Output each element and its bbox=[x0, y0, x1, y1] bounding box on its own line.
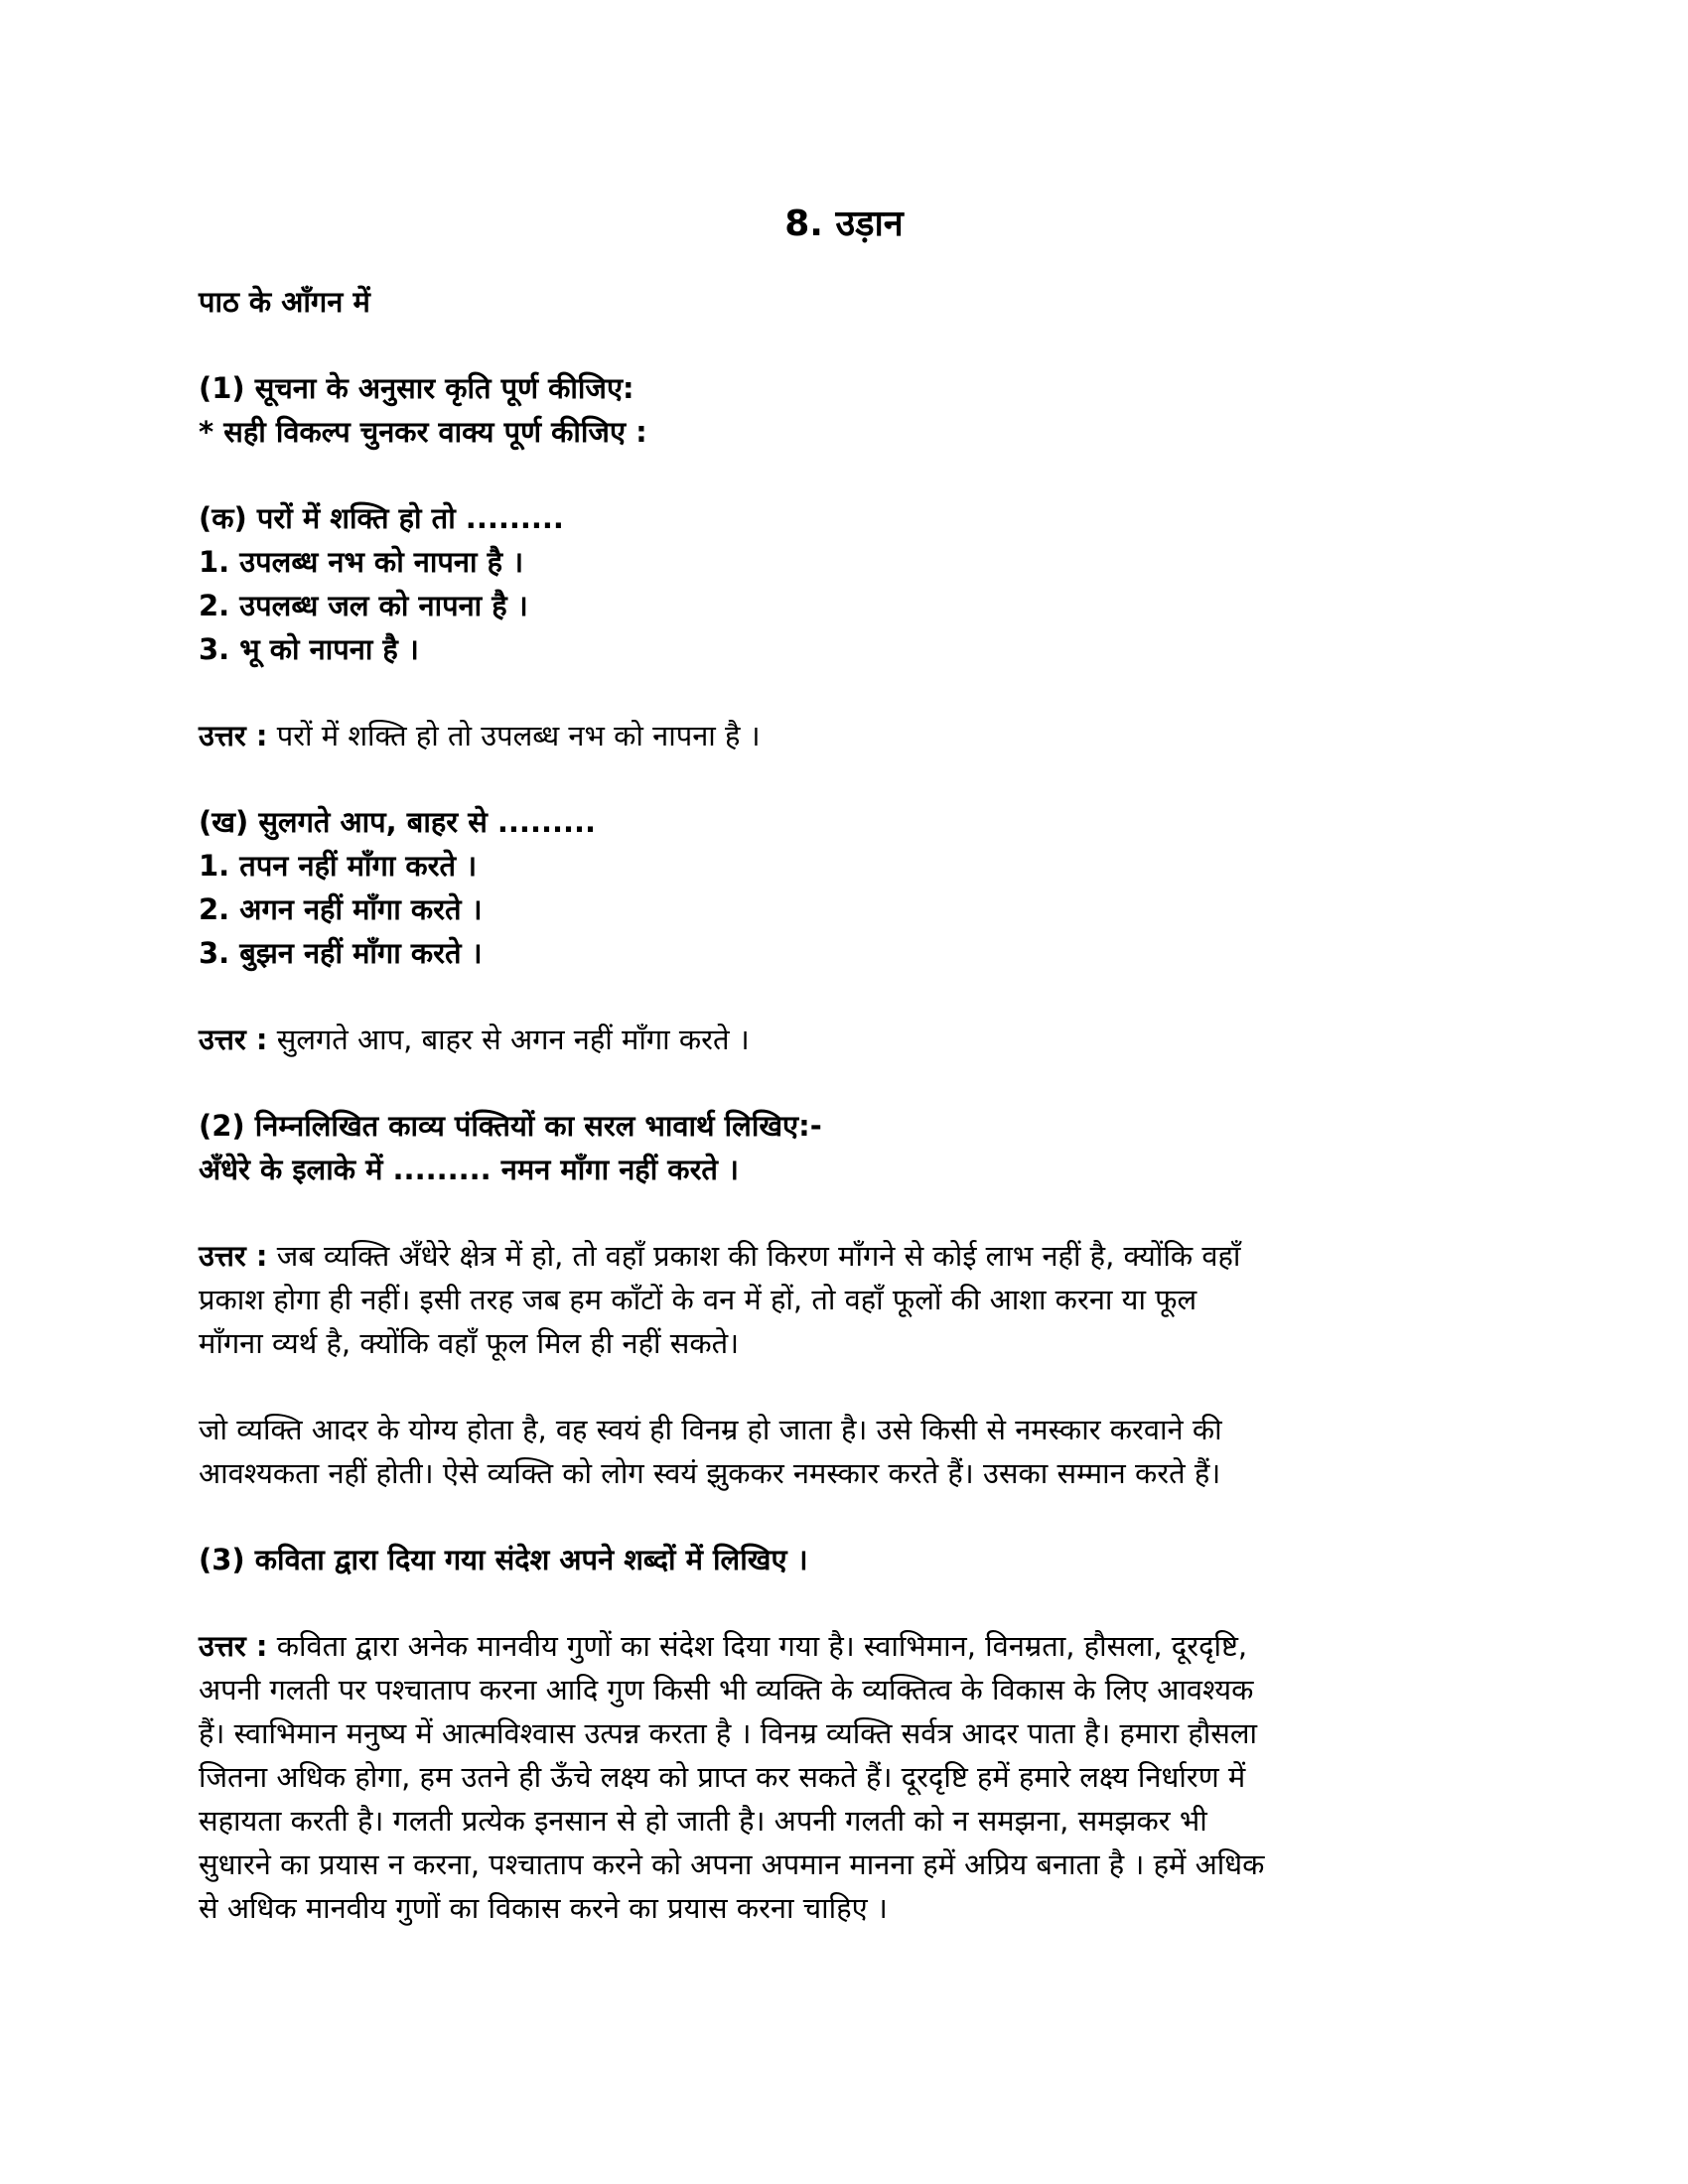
q1a-answer bbox=[199, 714, 1489, 757]
q1-instruction: * सही विकल्प चुनकर वाक्य पूर्ण कीजिए : bbox=[199, 415, 647, 449]
q2-answer-line-1 bbox=[199, 1234, 1489, 1278]
q1b-option-1: 1. तपन नहीं माँगा करते । bbox=[199, 849, 478, 883]
q3-answer-line-4: जितना अधिक होगा, हम उतने ही ऊँचे लक्ष्य को प्राप्त कर सकते हैं। दूरदृष्टि हमें हमारे लक्ष्य निर्धारण में bbox=[199, 1760, 1246, 1794]
q1b-option-3: 3. बुझन नहीं माँगा करते । bbox=[199, 936, 483, 970]
q3-answer-line-1 bbox=[199, 1624, 1489, 1668]
answer-text: कविता द्वारा अनेक मानवीय गुणों का संदेश दिया गया है। स्वाभिमान, विनम्रता, हौसला, दूरदृष्टि, bbox=[267, 1629, 1248, 1663]
q1a-option-2: 2. उपलब्ध जल को नापना है । bbox=[199, 589, 528, 622]
q2-answer-line-3: माँगना व्यर्थ है, क्योंकि वहाँ फूल मिल ही नहीं सकते। bbox=[199, 1326, 740, 1360]
q1b-option-2: 2. अगन नहीं माँगा करते । bbox=[199, 892, 483, 926]
q3-answer-line-3: हैं। स्वाभिमान मनुष्य में आत्मविश्वास उत्पन्न करता है । विनम्र व्यक्ति सर्वत्र आदर पाता है। हमारा हौसला bbox=[199, 1716, 1258, 1750]
q2-para2-line-1: जो व्यक्ति आदर के योग्य होता है, वह स्वयं ही विनम्र हो जाता है। उसे किसी से नमस्कार करवाने की bbox=[199, 1413, 1222, 1446]
page-title: 8. उड़ान bbox=[784, 204, 904, 244]
q3-answer-line-2: अपनी गलती पर पश्चाताप करना आदि गुण किसी भी व्यक्ति के व्यक्तित्व के विकास के लिए आवश्यक bbox=[199, 1673, 1254, 1706]
document-body bbox=[199, 280, 1489, 1930]
section-heading: पाठ के आँगन में bbox=[199, 285, 370, 319]
q1a-option-1: 1. उपलब्ध नभ को नापना है । bbox=[199, 545, 524, 579]
q1a-option-3: 3. भू को नापना है । bbox=[199, 632, 419, 666]
answer-label: उत्तर : bbox=[199, 1023, 268, 1056]
q1-heading: (1) सूचना के अनुसार कृति पूर्ण कीजिए: bbox=[199, 371, 634, 405]
answer-label: उत्तर : bbox=[199, 719, 268, 752]
answer-label: उत्तर : bbox=[199, 1629, 268, 1663]
q1b-stem: (ख) सुलगते आप, बाहर से ......... bbox=[199, 805, 597, 839]
answer-text: जब व्यक्ति अँधेरे क्षेत्र में हो, तो वहाँ प्रकाश की किरण माँगने से कोई लाभ नहीं है, क्योंकि वहाँ bbox=[267, 1239, 1241, 1273]
q2-heading: (2) निम्नलिखित काव्य पंक्तियों का सरल भावार्थ लिखिए:- bbox=[199, 1109, 822, 1143]
q2-poem-lines: अँधेरे के इलाके में ......... नमन माँगा नहीं करते । bbox=[199, 1153, 740, 1186]
q3-heading: (3) कविता द्वारा दिया गया संदेश अपने शब्दों में लिखिए । bbox=[199, 1543, 808, 1576]
answer-label: उत्तर : bbox=[199, 1239, 268, 1273]
q3-answer-line-7: से अधिक मानवीय गुणों का विकास करने का प्रयास करना चाहिए । bbox=[199, 1891, 888, 1925]
q1b-answer bbox=[199, 1018, 1489, 1061]
q2-para2-line-2: आवश्यकता नहीं होती। ऐसे व्यक्ति को लोग स्वयं झुककर नमस्कार करते हैं। उसका सम्मान करते हैं। bbox=[199, 1456, 1221, 1490]
q1a-stem: (क) परों में शक्ति हो तो ......... bbox=[199, 501, 564, 535]
q2-answer-line-2: प्रकाश होगा ही नहीं। इसी तरह जब हम काँटों के वन में हों, तो वहाँ फूलों की आशा करना या फूल bbox=[199, 1283, 1197, 1316]
answer-text: परों में शक्ति हो तो उपलब्ध नभ को नापना है । bbox=[267, 719, 761, 752]
q3-answer-line-6: सुधारने का प्रयास न करना, पश्चाताप करने को अपना अपमान मानना हमें अप्रिय बनाता है । हमें अधिक bbox=[199, 1847, 1265, 1881]
answer-text: सुलगते आप, बाहर से अगन नहीं माँगा करते । bbox=[267, 1023, 750, 1056]
q3-answer-line-5: सहायता करती है। गलती प्रत्येक इनसान से हो जाती है। अपनी गलती को न समझना, समझकर भी bbox=[199, 1804, 1207, 1838]
